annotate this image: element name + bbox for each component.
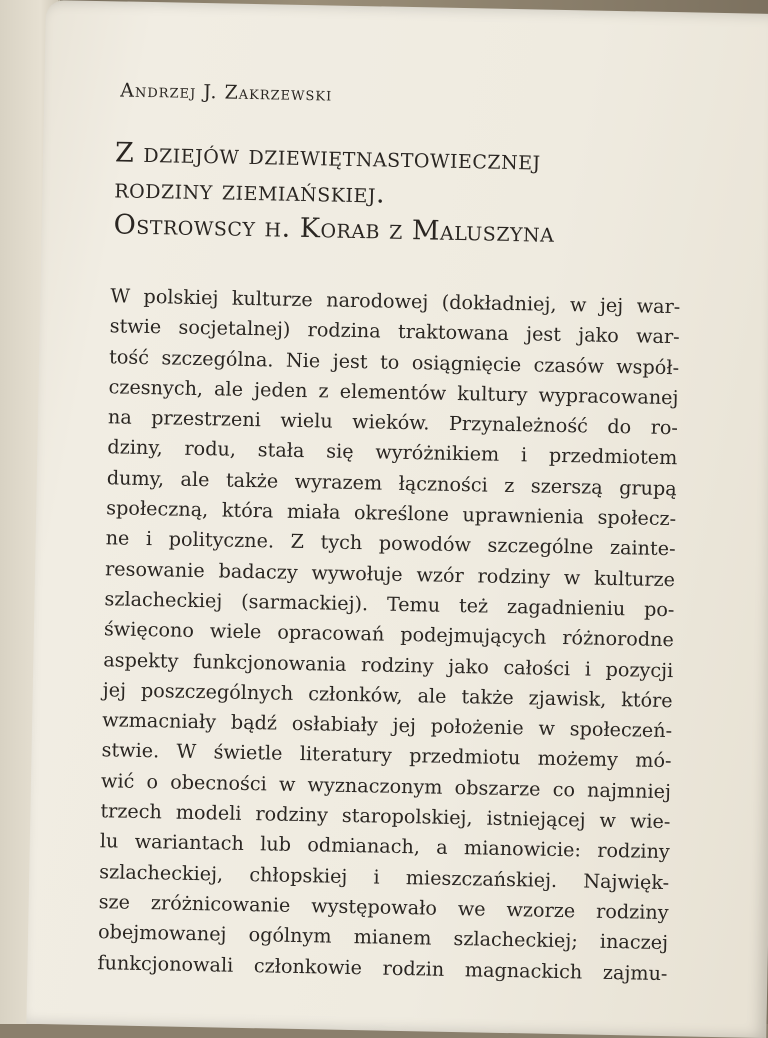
- article-title: [113, 135, 683, 254]
- text-line: święcono wiele opracowań podejmujących różnorodne: [103, 617, 675, 652]
- title-line: Z dziejów dziewiętnastowiecznej: [114, 137, 542, 177]
- book-page: [26, 0, 768, 1038]
- text-line: tość szczególna. Nie jest to osiągnięcie czasów współ-: [108, 344, 680, 379]
- text-line: szlacheckiej (sarmackiej). Temu też zagadnieniu po-: [104, 587, 675, 622]
- text-line: dziny, rodu, stała się wyróżnikiem i przedmiotem: [107, 435, 678, 470]
- title-line: rodziny ziemiańskiej.: [114, 173, 386, 210]
- text-line: funkcjonowali członkowie rodzin magnackich zajmu-: [97, 950, 668, 985]
- body-paragraph: [97, 281, 680, 989]
- text-line: dumy, ale także wyrazem łączności z szerszą grupą: [106, 466, 677, 500]
- text-line: resowanie badaczy wywołuje wzór rodziny w kulturze: [104, 556, 676, 591]
- text-line: stwie socjetalnej) rodzina traktowana jest jako war-: [109, 314, 680, 349]
- page-content: [97, 79, 684, 989]
- text-line: sze zróżnicowanie występowało we wzorze rodziny: [98, 890, 669, 925]
- text-line: szlacheckiej, chłopskiej i mieszczańskiej. Najwięk-: [99, 859, 670, 894]
- text-line: jej poszczególnych członków, ale także zjawisk, które: [102, 678, 673, 713]
- author-name: Andrzej J. Zakrzewski: [120, 79, 333, 106]
- title-line: Ostrowscy h. Korab z Maluszyna: [113, 209, 555, 249]
- text-line: społeczną, która miała określone uprawnienia społecz-: [106, 496, 677, 531]
- text-line: trzech modeli rodziny staropolskiej, istniejącej w wie-: [100, 799, 671, 834]
- text-line: lu wariantach lub odmianach, a mianowicie: rodziny: [99, 829, 670, 864]
- text-line: na przestrzeni wielu wieków. Przynależność do ro-: [107, 405, 679, 440]
- text-line: wzmacniały bądź osłabiały jej położenie w społeczeń-: [101, 708, 673, 743]
- text-line: ne i polityczne. Z tych powodów szczególne zainte-: [105, 526, 676, 561]
- text-line: stwie. W świetle literatury przedmiotu możemy mó-: [101, 738, 672, 773]
- text-line: wić o obecności w wyznaczonym obszarze co najmniej: [100, 768, 672, 803]
- text-line: W polskiej kulturze narodowej (dokładniej, w jej war-: [110, 284, 681, 319]
- text-line: czesnych, ale jeden z elementów kultury wypracowanej: [108, 375, 679, 410]
- text-line: obejmowanej ogólnym mianem szlacheckiej; inaczej: [97, 920, 669, 955]
- text-line: aspekty funkcjonowania rodziny jako całości i pozycji: [103, 647, 674, 682]
